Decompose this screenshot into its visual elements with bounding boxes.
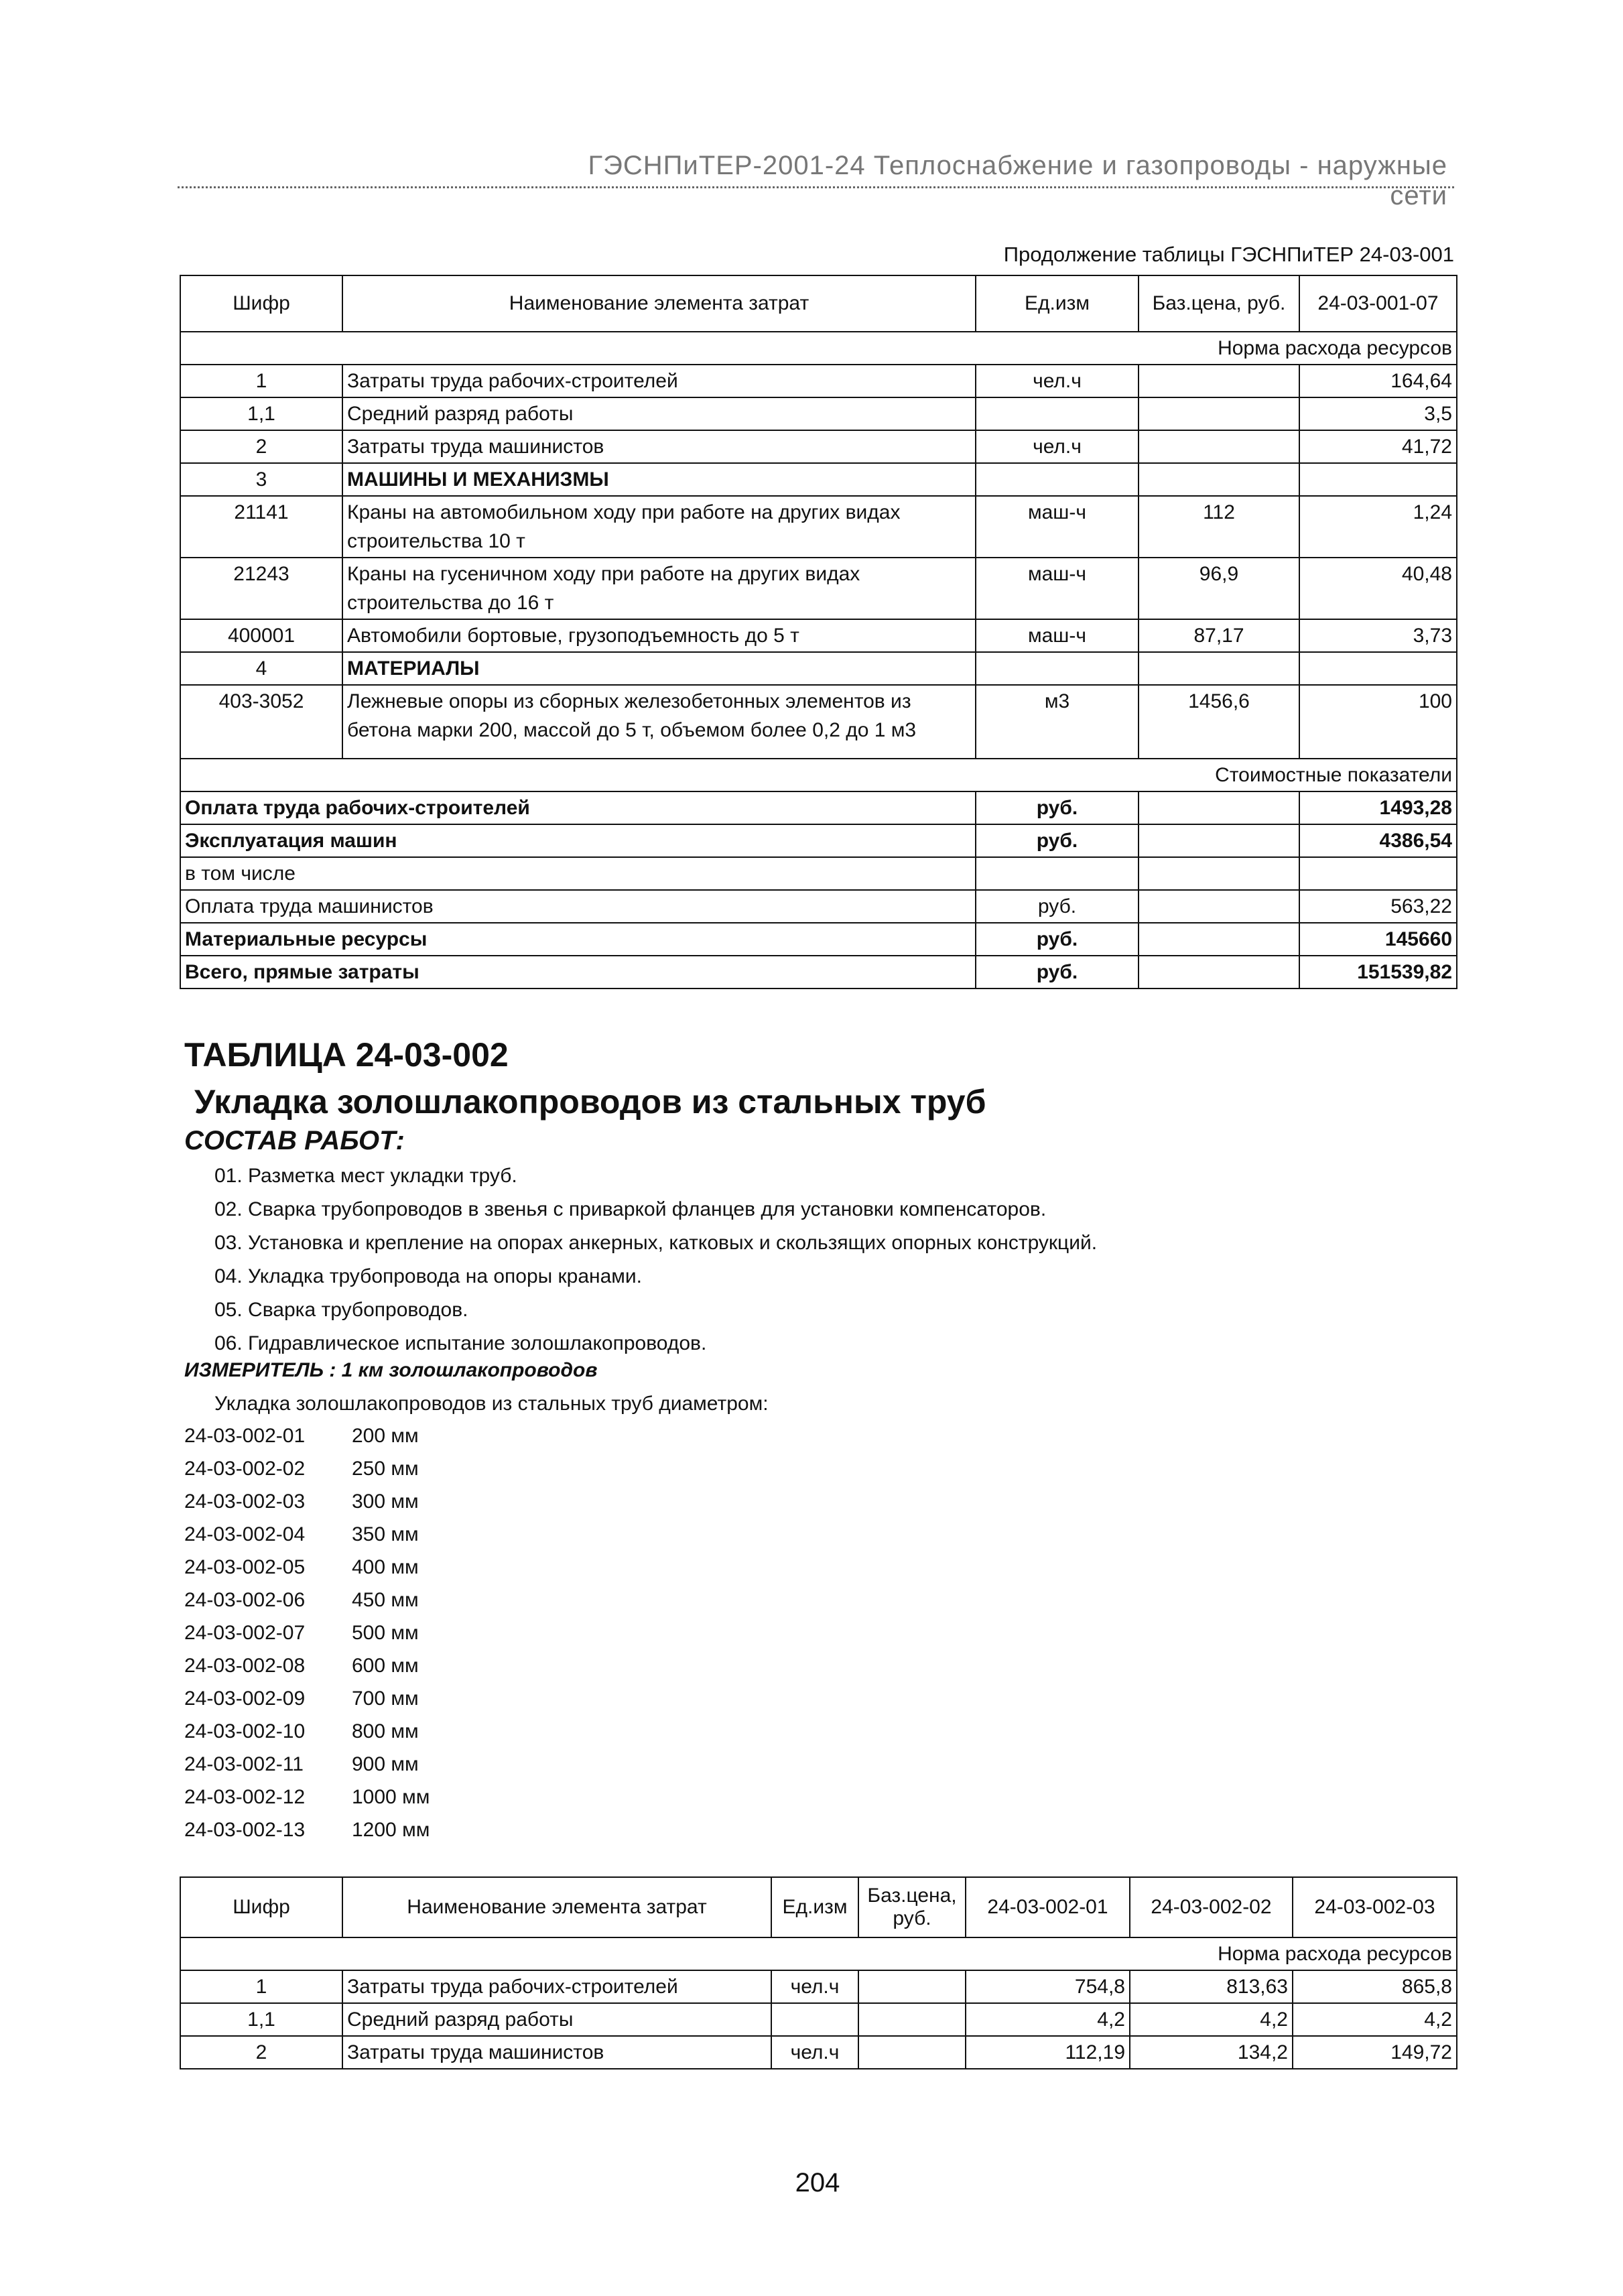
col-header-price: Баз.цена, руб.: [1139, 275, 1299, 332]
row-value-2: 813,63: [1130, 1970, 1293, 2003]
code-value: 24-03-002-11: [184, 1753, 304, 1775]
cost-value: 4386,54: [1299, 824, 1457, 857]
row-unit: [976, 463, 1139, 496]
row-unit: чел.ч: [976, 365, 1139, 397]
cost-unit: руб.: [976, 956, 1139, 988]
table-row: [180, 1970, 1457, 2003]
col-header-c2: 24-03-002-02: [1130, 1877, 1293, 1937]
code-item: [184, 1748, 430, 1781]
col-header-name: Наименование элемента затрат: [342, 275, 976, 332]
code-item: [184, 1715, 430, 1748]
table-title: ТАБЛИЦА 24-03-002: [184, 1036, 509, 1074]
code-size: 1000 мм: [352, 1786, 430, 1808]
row-name: Затраты труда рабочих-строителей: [342, 1970, 771, 2003]
code-size: 900 мм: [352, 1753, 419, 1775]
row-code: 21141: [180, 496, 342, 558]
code-value: 24-03-002-04: [184, 1523, 306, 1545]
cost-price: [1139, 923, 1299, 956]
table-row: [180, 619, 1457, 652]
code-item: [184, 1419, 430, 1452]
code-size: 400 мм: [352, 1556, 419, 1578]
table-row: [180, 652, 1457, 685]
row-value-2: 134,2: [1130, 2036, 1293, 2069]
cost-unit: руб.: [976, 890, 1139, 923]
row-unit: маш-ч: [976, 558, 1139, 619]
row-unit: [976, 397, 1139, 430]
cost-name: Материальные ресурсы: [180, 923, 976, 956]
cost-name: в том числе: [180, 857, 976, 890]
row-price: 1456,6: [1139, 685, 1299, 759]
row-price: [1139, 397, 1299, 430]
col-header-value: 24-03-001-07: [1299, 275, 1457, 332]
row-code: 4: [180, 652, 342, 685]
code-size: 800 мм: [352, 1720, 419, 1742]
row-value: [1299, 463, 1457, 496]
cost-unit: руб.: [976, 791, 1139, 824]
page-number: 204: [795, 2168, 840, 2197]
norm-label: Норма расхода ресурсов: [180, 332, 1457, 365]
meter-description: Укладка золошлакопроводов из стальных труб диаметром:: [214, 1393, 769, 1415]
row-name: Затраты труда машинистов: [342, 2036, 771, 2069]
code-item: [184, 1682, 430, 1715]
table-row: [180, 2036, 1457, 2069]
row-value-1: 4,2: [966, 2003, 1130, 2036]
code-size: 600 мм: [352, 1655, 419, 1677]
col-header-c3: 24-03-002-03: [1293, 1877, 1457, 1937]
table-row: [180, 496, 1457, 558]
cost-row: [180, 824, 1457, 857]
row-name: МАШИНЫ И МЕХАНИЗМЫ: [342, 463, 976, 496]
row-code: 1: [180, 1970, 342, 2003]
table-row: [180, 558, 1457, 619]
row-price: 96,9: [1139, 558, 1299, 619]
row-unit: чел.ч: [771, 2036, 858, 2069]
resource-table-24-03-002: [180, 1876, 1457, 2069]
row-value-1: 754,8: [966, 1970, 1130, 2003]
code-list: [184, 1419, 430, 1846]
cost-price: [1139, 824, 1299, 857]
row-value: 3,5: [1299, 397, 1457, 430]
cost-row: [180, 857, 1457, 890]
cost-value: 1493,28: [1299, 791, 1457, 824]
code-value: 24-03-002-08: [184, 1655, 306, 1677]
code-size: 450 мм: [352, 1589, 419, 1611]
header-rule: [178, 186, 1454, 188]
code-item: [184, 1781, 430, 1813]
row-value: [1299, 652, 1457, 685]
row-unit: [976, 652, 1139, 685]
col-header-unit: Ед.изм: [771, 1877, 858, 1937]
row-name: Краны на автомобильном ходу при работе на других видах строительства 10 т: [342, 496, 976, 558]
work-item: 03. Установка и крепление на опорах анкерных, катковых и скользящих опорных конструкций.: [214, 1232, 1098, 1254]
row-code: 403-3052: [180, 685, 342, 759]
row-code: 21243: [180, 558, 342, 619]
row-code: 1: [180, 365, 342, 397]
cost-name: Всего, прямые затраты: [180, 956, 976, 988]
work-item: 02. Сварка трубопроводов в звенья с приваркой фланцев для установки компенсаторов.: [214, 1198, 1047, 1220]
cost-value: 145660: [1299, 923, 1457, 956]
code-item: [184, 1813, 430, 1846]
code-size: 1200 мм: [352, 1819, 430, 1841]
code-size: 250 мм: [352, 1458, 419, 1480]
row-price: [1139, 652, 1299, 685]
table-row: [180, 463, 1457, 496]
cost-row: [180, 890, 1457, 923]
cost-price: [1139, 890, 1299, 923]
cost-name: Оплата труда машинистов: [180, 890, 976, 923]
row-unit: чел.ч: [771, 1970, 858, 2003]
table-row: [180, 685, 1457, 759]
norm-label: Норма расхода ресурсов: [180, 1937, 1457, 1970]
row-name: МАТЕРИАЛЫ: [342, 652, 976, 685]
row-name: Средний разряд работы: [342, 2003, 771, 2036]
cost-row: [180, 791, 1457, 824]
cost-name: Эксплуатация машин: [180, 824, 976, 857]
col-header-code: Шифр: [180, 1877, 342, 1937]
row-price: [1139, 463, 1299, 496]
code-value: 24-03-002-05: [184, 1556, 306, 1578]
row-name: Лежневые опоры из сборных железобетонных элементов из бетона марки 200, массой до 5 т, объемом более 0,2 до 1 м3: [342, 685, 976, 759]
row-value-3: 149,72: [1293, 2036, 1457, 2069]
row-name: Средний разряд работы: [342, 397, 976, 430]
row-code: 2: [180, 430, 342, 463]
code-item: [184, 1452, 430, 1485]
cost-price: [1139, 791, 1299, 824]
code-item: [184, 1616, 430, 1649]
resource-table-24-03-001: [180, 275, 1457, 989]
cost-unit: руб.: [976, 923, 1139, 956]
code-size: 350 мм: [352, 1523, 419, 1545]
cost-unit: руб.: [976, 824, 1139, 857]
row-code: 400001: [180, 619, 342, 652]
code-item: [184, 1518, 430, 1551]
code-size: 300 мм: [352, 1490, 419, 1513]
row-value: 3,73: [1299, 619, 1457, 652]
running-header: ГЭСНПиТЕР-2001-24 Теплоснабжение и газопроводы - наружные сети: [588, 151, 1447, 210]
cost-price: [1139, 956, 1299, 988]
col-header-price: Баз.цена, руб.: [858, 1877, 966, 1937]
code-item: [184, 1485, 430, 1518]
code-value: 24-03-002-10: [184, 1720, 306, 1742]
code-value: 24-03-002-09: [184, 1687, 306, 1710]
row-value: 41,72: [1299, 430, 1457, 463]
row-value: 100: [1299, 685, 1457, 759]
col-header-name: Наименование элемента затрат: [342, 1877, 771, 1937]
code-size: 500 мм: [352, 1622, 419, 1644]
work-item: 01. Разметка мест укладки труб.: [214, 1165, 517, 1187]
row-price: [858, 2003, 966, 2036]
cost-row: [180, 923, 1457, 956]
code-size: 700 мм: [352, 1687, 419, 1710]
row-code: 1,1: [180, 2003, 342, 2036]
row-name: Краны на гусеничном ходу при работе на других видах строительства до 16 т: [342, 558, 976, 619]
row-value: 40,48: [1299, 558, 1457, 619]
row-name: Затраты труда рабочих-строителей: [342, 365, 976, 397]
cost-value: [1299, 857, 1457, 890]
row-price: 112: [1139, 496, 1299, 558]
code-value: 24-03-002-01: [184, 1425, 306, 1447]
row-code: 1,1: [180, 397, 342, 430]
row-code: 3: [180, 463, 342, 496]
code-item: [184, 1551, 430, 1584]
row-price: [1139, 365, 1299, 397]
row-price: [858, 2036, 966, 2069]
code-value: 24-03-002-12: [184, 1786, 306, 1808]
cost-price: [1139, 857, 1299, 890]
cost-value: 563,22: [1299, 890, 1457, 923]
table-row: [180, 365, 1457, 397]
row-value: 164,64: [1299, 365, 1457, 397]
code-value: 24-03-002-07: [184, 1622, 306, 1644]
row-value-1: 112,19: [966, 2036, 1130, 2069]
cost-value: 151539,82: [1299, 956, 1457, 988]
col-header-c1: 24-03-002-01: [966, 1877, 1130, 1937]
col-header-unit: Ед.изм: [976, 275, 1139, 332]
row-price: 87,17: [1139, 619, 1299, 652]
cost-name: Оплата труда рабочих-строителей: [180, 791, 976, 824]
table-row: [180, 2003, 1457, 2036]
row-value-3: 865,8: [1293, 1970, 1457, 2003]
row-unit: маш-ч: [976, 496, 1139, 558]
row-unit: [771, 2003, 858, 2036]
code-value: 24-03-002-02: [184, 1458, 306, 1480]
cost-row: [180, 956, 1457, 988]
cost-unit: [976, 857, 1139, 890]
row-code: 2: [180, 2036, 342, 2069]
row-value-2: 4,2: [1130, 2003, 1293, 2036]
work-item: 06. Гидравлическое испытание золошлакопроводов.: [214, 1332, 707, 1354]
row-price: [1139, 430, 1299, 463]
row-unit: чел.ч: [976, 430, 1139, 463]
works-list: [214, 1159, 1097, 1360]
cost-label: Стоимостные показатели: [180, 759, 1457, 791]
code-size: 200 мм: [352, 1425, 419, 1447]
work-item: 04. Укладка трубопровода на опоры кранами.: [214, 1265, 643, 1287]
work-item: 05. Сварка трубопроводов.: [214, 1299, 468, 1321]
table-row: [180, 430, 1457, 463]
code-value: 24-03-002-06: [184, 1589, 306, 1611]
col-header-code: Шифр: [180, 275, 342, 332]
row-value-3: 4,2: [1293, 2003, 1457, 2036]
section-subtitle: Укладка золошлакопроводов из стальных труб: [194, 1083, 986, 1121]
table-continuation-caption: Продолжение таблицы ГЭСНПиТЕР 24-03-001: [1003, 243, 1454, 266]
code-item: [184, 1649, 430, 1682]
row-price: [858, 1970, 966, 2003]
code-value: 24-03-002-03: [184, 1490, 306, 1513]
code-item: [184, 1584, 430, 1616]
table-row: [180, 397, 1457, 430]
row-unit: м3: [976, 685, 1139, 759]
row-name: Автомобили бортовые, грузоподъемность до 5 т: [342, 619, 976, 652]
row-value: 1,24: [1299, 496, 1457, 558]
meter-line: ИЗМЕРИТЕЛЬ : 1 км золошлакопроводов: [184, 1359, 598, 1381]
code-value: 24-03-002-13: [184, 1819, 306, 1841]
row-name: Затраты труда машинистов: [342, 430, 976, 463]
works-heading: СОСТАВ РАБОТ:: [184, 1126, 405, 1155]
row-unit: маш-ч: [976, 619, 1139, 652]
